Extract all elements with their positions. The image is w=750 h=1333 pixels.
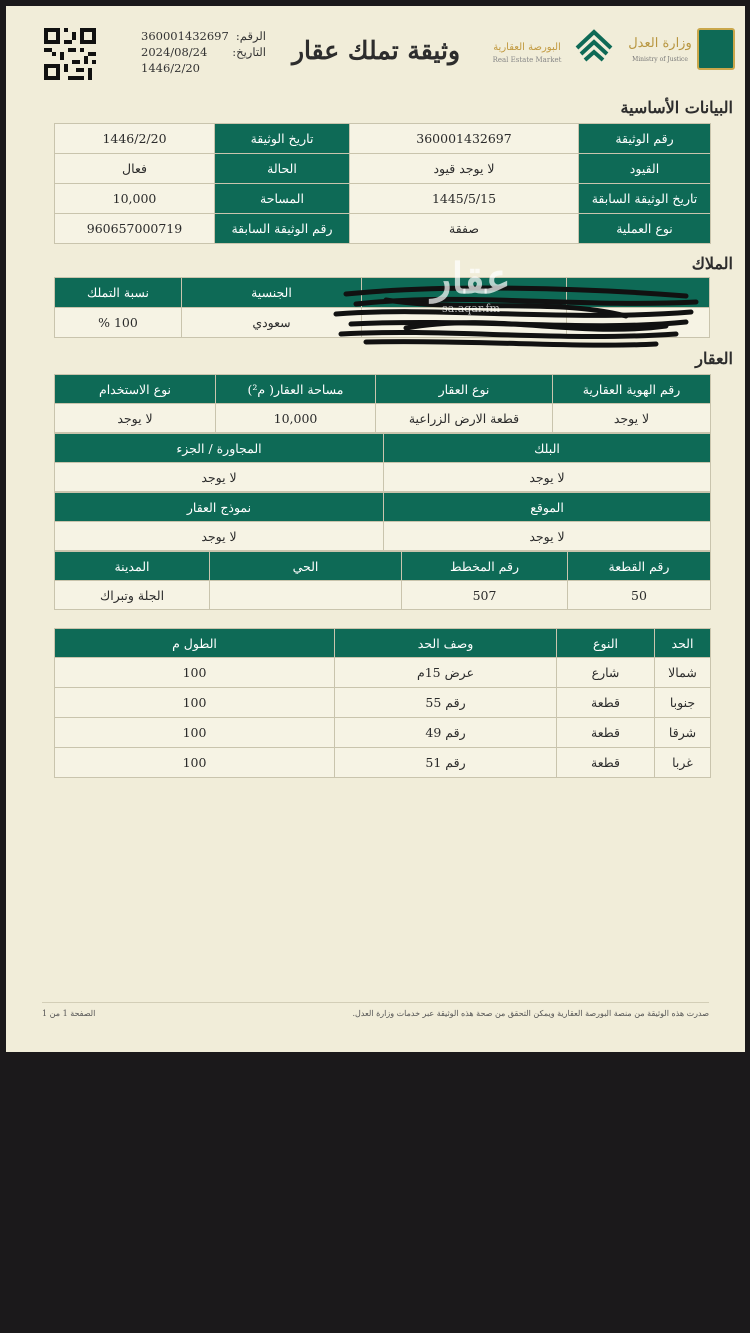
table-cell: لا يوجد	[55, 463, 384, 492]
aqar-watermark	[406, 256, 536, 315]
table-cell: لا يوجد	[55, 522, 384, 551]
watermark-url: sa.aqar.fm	[442, 302, 500, 315]
table-cell-label: الحالة	[215, 154, 350, 184]
table-cell-label: تاريخ الوثيقة	[215, 124, 350, 154]
table-cell: رقم 55	[335, 688, 557, 718]
real-estate-market-logo-icon	[573, 26, 615, 66]
table-header-row	[55, 434, 711, 463]
table-header-cell: نسبة التملك	[55, 278, 182, 308]
table-cell: شرقا	[655, 718, 711, 748]
table-cell-label: تاريخ الوثيقة السابقة	[579, 184, 711, 214]
table-cell: عرض 15م	[335, 658, 557, 688]
table-cell-label: نوع العملية	[579, 214, 711, 244]
table-row	[55, 581, 711, 610]
table-cell-value: لا يوجد قيود	[350, 154, 579, 184]
table-header-cell: رقم المخطط	[402, 552, 568, 581]
rem-logo-text: البورصة العقارية	[493, 42, 561, 53]
table-row	[55, 688, 711, 718]
property-table-2	[54, 433, 711, 492]
table-cell	[210, 581, 402, 610]
property-table-4	[54, 551, 711, 610]
table-cell: 507	[402, 581, 568, 610]
table-cell: شمالا	[655, 658, 711, 688]
borders-table	[54, 628, 711, 778]
table-cell-label: المساحة	[215, 184, 350, 214]
table-header-cell: رقم الهوية العقارية	[553, 375, 711, 404]
table-cell-value: صفقة	[350, 214, 579, 244]
table-cell: قطعة الارض الزراعية	[376, 404, 553, 433]
table-cell: 100	[55, 748, 335, 778]
table-row	[55, 214, 711, 244]
table-header-cell: المدينة	[55, 552, 210, 581]
footer-note: صدرت هذه الوثيقة من منصة البورصة العقارية ويمكن التحقق من صحة هذه الوثيقة عبر خدمات وزارة العدل.	[352, 1009, 709, 1018]
table-cell-label: رقم الوثيقة	[579, 124, 711, 154]
moj-logo-subtext: Ministry of Justice	[632, 56, 688, 63]
property-table-3	[54, 492, 711, 551]
table-header-cell: وصف الحد	[335, 629, 557, 658]
table-header-cell: الحي	[210, 552, 402, 581]
basic-data-table	[54, 123, 711, 244]
table-row	[55, 522, 711, 551]
table-cell: 50	[568, 581, 711, 610]
table-row	[55, 184, 711, 214]
date-value: 2024/08/24	[141, 45, 208, 59]
table-header-cell: الحد	[655, 629, 711, 658]
table-row	[55, 124, 711, 154]
table-cell: قطعة	[557, 718, 655, 748]
table-cell: شارع	[557, 658, 655, 688]
table-cell: لا يوجد	[384, 463, 711, 492]
table-row	[55, 658, 711, 688]
table-cell: 100	[55, 658, 335, 688]
table-header-row	[55, 375, 711, 404]
table-cell: 10,000	[216, 404, 376, 433]
table-cell-value: 960657000719	[55, 214, 215, 244]
qr-code-icon	[44, 28, 96, 80]
footer-page-number: الصفحة 1 من 1	[42, 1009, 96, 1018]
watermark-brand: عقار	[431, 254, 511, 303]
table-cell-value: 1446/2/20	[55, 124, 215, 154]
table-cell: لا يوجد	[55, 404, 216, 433]
table-cell: غربا	[655, 748, 711, 778]
table-header-cell: الطول م	[55, 629, 335, 658]
rem-logo-subtext: Real Estate Market	[492, 56, 562, 64]
table-cell: رقم 49	[335, 718, 557, 748]
ministry-of-justice-logo-icon	[697, 28, 735, 70]
table-header-cell: المجاورة / الجزء	[55, 434, 384, 463]
table-header-cell: الموقع	[384, 493, 711, 522]
table-cell-value: 10,000	[55, 184, 215, 214]
table-cell: رقم 51	[335, 748, 557, 778]
basic-data-section-title: البيانات الأساسية	[620, 98, 733, 117]
table-header-cell: مساحة العقار( م²)	[216, 375, 376, 404]
table-row	[55, 748, 711, 778]
table-header-row	[55, 629, 711, 658]
table-row	[55, 463, 711, 492]
table-cell: الجلة وتبراك	[55, 581, 210, 610]
table-header-cell: نوع العقار	[376, 375, 553, 404]
owners-section-title: الملاك	[691, 254, 733, 273]
table-header-cell: البلك	[384, 434, 711, 463]
property-section-title: العقار	[695, 349, 733, 368]
table-cell: لا يوجد	[384, 522, 711, 551]
number-value: 360001432697	[141, 29, 229, 43]
ownership-document	[6, 6, 745, 1052]
table-cell-value: فعال	[55, 154, 215, 184]
footer-divider	[42, 1002, 709, 1003]
table-cell: 100 %	[55, 308, 182, 338]
table-cell: قطعة	[557, 748, 655, 778]
table-header-cell: الجنسية	[181, 278, 361, 308]
table-header-row	[55, 493, 711, 522]
document-title: وثيقة تملك عقار	[291, 36, 461, 65]
table-cell: 100	[55, 688, 335, 718]
table-header-cell: نموذج العقار	[55, 493, 384, 522]
table-header-cell: نوع الاستخدام	[55, 375, 216, 404]
table-cell-label: رقم الوثيقة السابقة	[215, 214, 350, 244]
date-label: التاريخ:	[232, 45, 266, 59]
table-header-cell: النوع	[557, 629, 655, 658]
table-cell: جنوبا	[655, 688, 711, 718]
table-cell: لا يوجد	[553, 404, 711, 433]
document-meta	[141, 28, 266, 76]
document-header	[6, 6, 745, 96]
table-cell-label: القيود	[579, 154, 711, 184]
table-cell: سعودي	[181, 308, 361, 338]
property-table-1	[54, 374, 711, 433]
hijri-date: 1446/2/20	[141, 61, 200, 75]
table-row	[55, 718, 711, 748]
table-cell: 100	[55, 718, 335, 748]
table-row	[55, 404, 711, 433]
table-cell: قطعة	[557, 688, 655, 718]
table-cell-value: 1445/5/15	[350, 184, 579, 214]
number-label: الرقم:	[235, 29, 266, 43]
table-cell-value: 360001432697	[350, 124, 579, 154]
table-header-cell: رقم القطعة	[568, 552, 711, 581]
moj-logo-text: وزارة العدل	[628, 36, 692, 51]
table-header-row	[55, 552, 711, 581]
table-row	[55, 154, 711, 184]
